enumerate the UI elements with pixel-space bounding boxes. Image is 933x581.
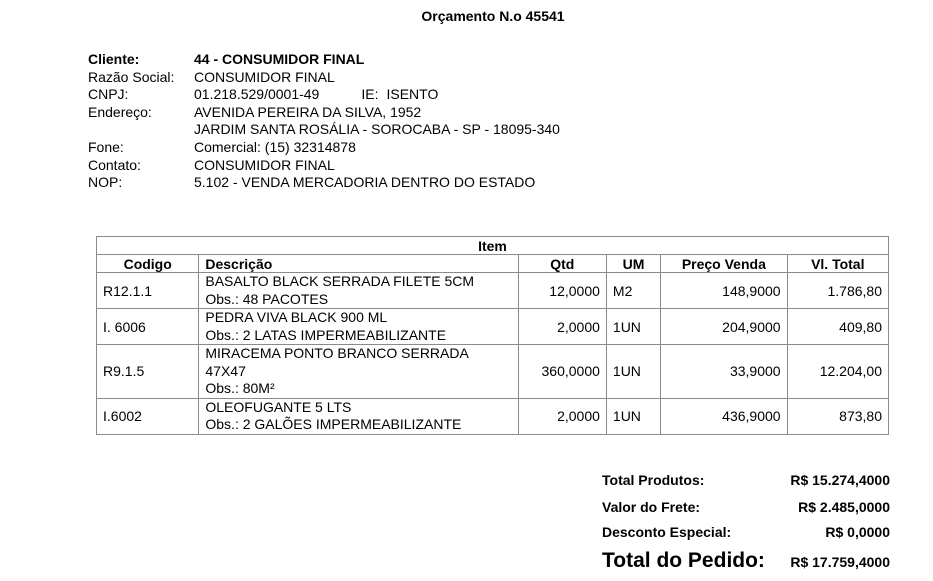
cell-qtd: 2,0000 (518, 309, 606, 345)
endereco-line2: JARDIM SANTA ROSÁLIA - SOROCABA - SP - 18095-340 (194, 121, 560, 138)
valor-frete-value: R$ 2.485,0000 (798, 499, 890, 515)
cliente-row (88, 51, 560, 69)
endereco-line1: AVENIDA PEREIRA DA SILVA, 1952 (194, 103, 422, 120)
ie-label: IE: (361, 86, 379, 103)
table-row (97, 345, 889, 399)
cell-codigo: R9.1.5 (97, 345, 199, 399)
client-info (88, 51, 560, 192)
cell-descricao (199, 273, 518, 309)
item-description: PEDRA VIVA BLACK 900 ML (205, 309, 388, 325)
total-produtos-row (602, 472, 890, 499)
header-codigo: Codigo (97, 255, 199, 273)
cliente-value: 44 - CONSUMIDOR FINAL (194, 51, 365, 67)
contato-value: CONSUMIDOR FINAL (194, 156, 335, 173)
valor-frete-label: Valor do Frete: (602, 499, 701, 515)
valor-frete-row (602, 499, 890, 524)
cell-descricao (199, 398, 518, 434)
cell-preco-venda: 204,9000 (661, 309, 787, 345)
cell-codigo: R12.1.1 (97, 273, 199, 309)
table-row (97, 398, 889, 434)
cell-codigo: I.6002 (97, 398, 199, 434)
header-valor-total: Vl. Total (787, 255, 888, 273)
totals-block (602, 472, 890, 573)
cell-um: 1UN (606, 345, 660, 399)
page-title: Orçamento N.o 45541 (421, 8, 565, 24)
cell-qtd: 2,0000 (518, 398, 606, 434)
razao-social-row (88, 69, 560, 87)
cell-qtd: 12,0000 (518, 273, 606, 309)
cell-valor-total: 873,80 (787, 398, 888, 434)
total-produtos-label: Total Produtos: (602, 472, 705, 488)
cnpj-value: 01.218.529/0001-49 (194, 86, 320, 103)
cell-valor-total: 12.204,00 (787, 345, 888, 399)
item-description-cont: 47X47 (205, 362, 246, 379)
item-obs: Obs.: 2 GALÕES IMPERMEABILIZANTE (205, 416, 462, 432)
fone-row (88, 139, 560, 157)
item-obs: Obs.: 80M² (205, 380, 275, 396)
item-description: BASALTO BLACK SERRADA FILETE 5CM (205, 273, 475, 289)
table-header-row (97, 255, 889, 273)
item-description: OLEOFUGANTE 5 LTS (205, 398, 352, 415)
cnpj-row (88, 86, 560, 104)
ie-value: ISENTO (386, 86, 439, 103)
cell-preco-venda: 436,9000 (661, 398, 787, 434)
item-obs: Obs.: 2 LATAS IMPERMEABILIZANTE (205, 326, 447, 343)
cell-preco-venda: 33,9000 (661, 345, 787, 399)
cnpj-label: CNPJ: (88, 86, 129, 103)
nop-label: NOP: (88, 174, 123, 191)
cliente-label: Cliente: (88, 51, 140, 67)
header-preco-venda: Preço Venda (661, 255, 787, 273)
desconto-row (602, 524, 890, 549)
item-description: MIRACEMA PONTO BRANCO SERRADA (205, 345, 469, 361)
endereco-row (88, 104, 560, 122)
cell-um: 1UN (606, 309, 660, 345)
total-produtos-value: R$ 15.274,4000 (790, 472, 890, 488)
contato-row (88, 157, 560, 175)
header-um: UM (606, 255, 660, 273)
cell-preco-venda: 148,9000 (661, 273, 787, 309)
item-obs: Obs.: 48 PACOTES (205, 290, 329, 307)
cell-valor-total: 1.786,80 (787, 273, 888, 309)
desconto-value: R$ 0,0000 (825, 524, 890, 540)
razao-social-label: Razão Social: (88, 68, 175, 85)
table-caption: Item (97, 237, 889, 255)
contato-label: Contato: (88, 156, 141, 173)
razao-social-value: CONSUMIDOR FINAL (194, 68, 335, 85)
cell-um: M2 (606, 273, 660, 309)
table-row (97, 309, 889, 345)
total-pedido-value: R$ 17.759,4000 (790, 554, 890, 570)
nop-row (88, 174, 560, 192)
desconto-label: Desconto Especial: (602, 524, 732, 540)
fone-label: Fone: (88, 138, 124, 155)
total-pedido-label: Total do Pedido: (602, 549, 765, 572)
cell-descricao (199, 345, 518, 399)
total-pedido-row (602, 549, 890, 573)
cell-valor-total: 409,80 (787, 309, 888, 345)
fone-value: Comercial: (15) 32314878 (194, 138, 356, 155)
cell-qtd: 360,0000 (518, 345, 606, 399)
header-qtd: Qtd (518, 255, 606, 273)
nop-value: 5.102 - VENDA MERCADORIA DENTRO DO ESTADO (194, 174, 536, 191)
header-descricao: Descrição (199, 255, 518, 273)
table-row (97, 273, 889, 309)
endereco-label: Endereço: (88, 103, 152, 120)
endereco-row-2 (88, 121, 560, 139)
cell-um: 1UN (606, 398, 660, 434)
items-table (96, 236, 889, 435)
cell-codigo: I. 6006 (97, 309, 199, 345)
cell-descricao (199, 309, 518, 345)
